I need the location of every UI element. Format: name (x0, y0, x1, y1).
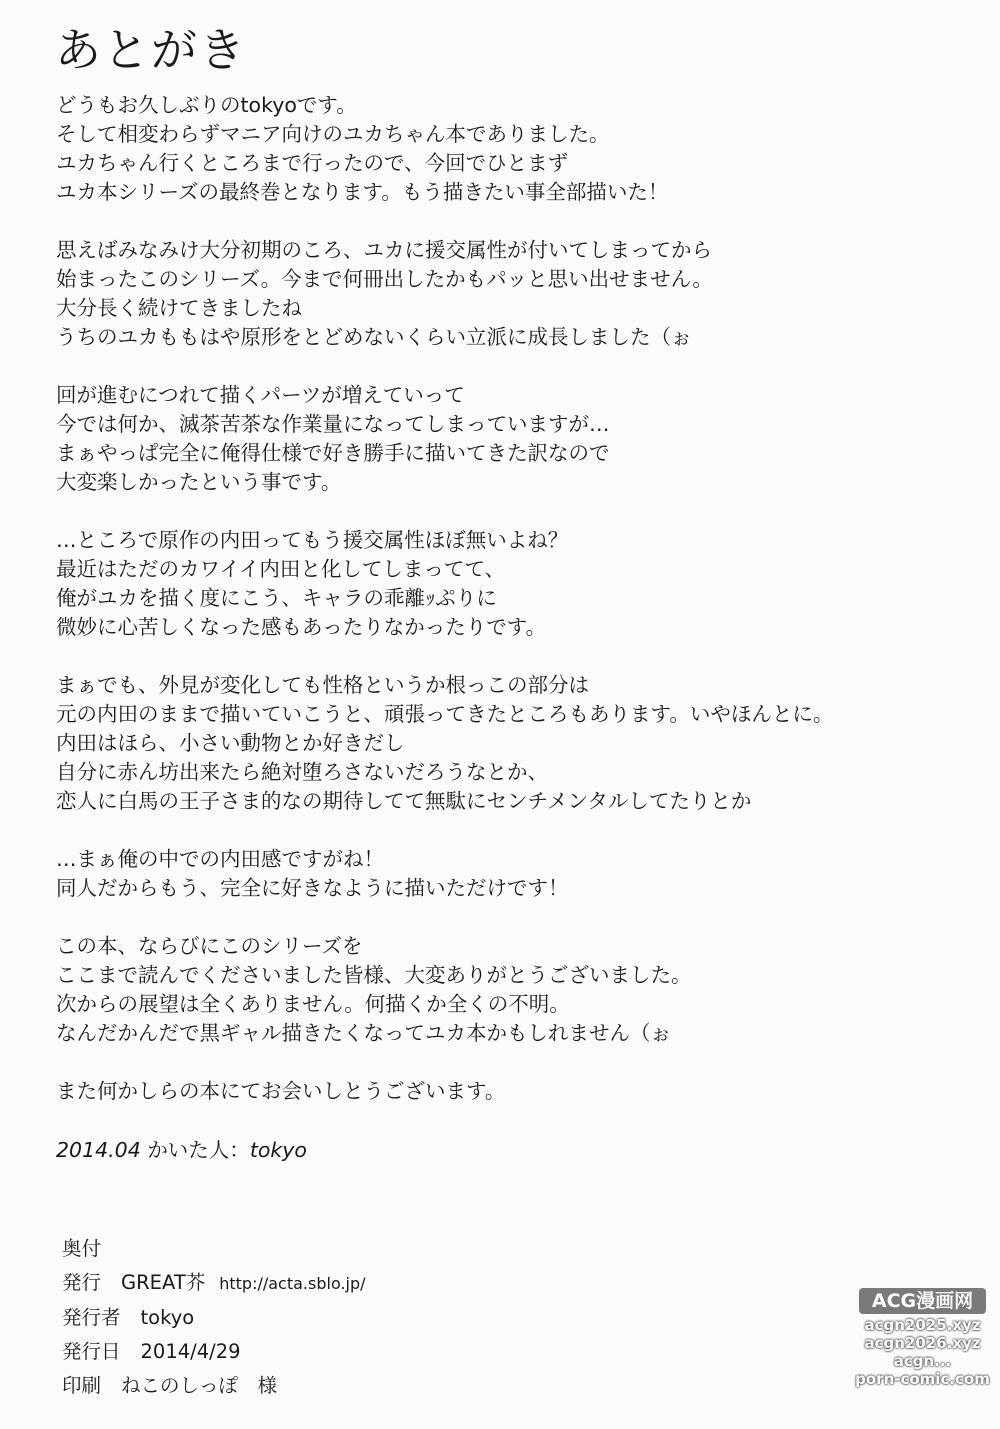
paragraph-2 (56, 236, 956, 352)
text-line: 大変楽しかったという事です。 (56, 470, 342, 494)
issue-date: 2014/4/29 (140, 1340, 241, 1363)
text-line: 次からの展望は全くありません。何描くか全くの不明。 (56, 992, 570, 1016)
text-line: …ところで原作の内田ってもう援交属性ほぼ無いよね？ (56, 528, 569, 552)
watermark-line: acgn2025.xyz (864, 1316, 981, 1334)
publisher-label: 発行 (62, 1271, 102, 1294)
text-line: ユカ本シリーズの最終巻となります。もう描きたい事全部描いた！ (56, 180, 669, 204)
watermark-line: acgn2026.xyz (864, 1334, 981, 1352)
text-line: この本、ならびにこのシリーズを (56, 934, 363, 958)
text-line: 始まったこのシリーズ。今まで何冊出したかもパッと思い出せません。 (56, 267, 713, 291)
text-line: 俺がユカを描く度にこう、キャラの乖離ｯぷりに (56, 586, 497, 610)
text-line: 元の内田のままで描いていこうと、頑張ってきたところもあります。いやほんとに。 (56, 702, 834, 726)
text-line: そして相変わらずマニア向けのユカちゃん本でありました。 (56, 122, 610, 146)
paragraph-4 (56, 526, 956, 642)
publisher-name: GREAT芥 (121, 1271, 206, 1294)
issuer-name: tokyo (140, 1306, 195, 1329)
watermark-line: acgn... (893, 1352, 952, 1370)
text-line: また何かしらの本にてお会いしとうございます。 (56, 1079, 506, 1103)
paragraph-3 (56, 381, 956, 497)
colophon-date-row (62, 1335, 366, 1369)
watermark-line: porn-comic.com (855, 1370, 990, 1388)
page-title: あとがき (55, 23, 247, 77)
signature (56, 1136, 307, 1165)
colophon-issuer-row (62, 1301, 366, 1335)
signature-label: かいた人： (147, 1138, 250, 1162)
printer-name: ねこのしっぽ 様 (121, 1374, 278, 1397)
paragraph-6 (56, 845, 956, 903)
colophon-heading: 奥付 (62, 1237, 102, 1260)
colophon-publisher-row (62, 1266, 366, 1301)
paragraph-7 (56, 932, 956, 1048)
text-line: 自分に赤ん坊出来たら絶対堕ろさないだろうなとか、 (56, 760, 548, 784)
issuer-label: 発行者 (62, 1306, 121, 1329)
printer-label: 印刷 (62, 1374, 102, 1397)
text-line: 今では何か、滅茶苦茶な作業量になってしまっていますが… (56, 412, 610, 436)
text-line: 微妙に心苦しくなった感もあったりなかったりです。 (56, 615, 547, 639)
text-line: 恋人に白馬の王子さま的なの期待してて無駄にセンチメンタルしてたりとか (56, 789, 752, 813)
text-line: まぁやっぱ完全に俺得仕様で好き勝手に描いてきた訳なので (56, 441, 610, 465)
text-line: 大分長く続けてきましたね (56, 296, 302, 320)
colophon-printer-row (62, 1369, 366, 1403)
signature-author: tokyo (249, 1138, 307, 1162)
text-line: うちのユカももはや原形をとどめないくらい立派に成長しました（ぉ (56, 325, 692, 349)
watermark (855, 1288, 990, 1413)
text-line: ユカちゃん行くところまで行ったので、今回でひとまず (56, 151, 569, 175)
publisher-url: http://acta.sblo.jp/ (219, 1274, 366, 1293)
text-line: 内田はほら、小さい動物とか好きだし (56, 731, 405, 755)
signature-date: 2014.04 (56, 1138, 141, 1162)
watermark-title: ACG漫画网 (859, 1288, 986, 1314)
text-line: なんだかんだで黒ギャル描きたくなってユカ本かもしれません（ぉ (56, 1021, 671, 1045)
text-line: 同人だからもう、完全に好きなように描いただけです！ (56, 876, 569, 900)
afterword-body (56, 91, 956, 1135)
text-line: まぁでも、外見が変化しても性格というか根っこの部分は (56, 673, 589, 697)
paragraph-8 (56, 1077, 956, 1106)
paragraph-1 (56, 91, 956, 207)
text-line: 回が進むにつれて描くパーツが増えていって (56, 383, 465, 407)
date-label: 発行日 (62, 1340, 121, 1363)
text-line: どうもお久しぶりのtokyoです。 (56, 93, 357, 117)
colophon (62, 1232, 366, 1403)
paragraph-5 (56, 671, 956, 816)
text-line: ここまで読んでくださいました皆様、大変ありがとうございました。 (56, 963, 692, 987)
text-line: …まぁ俺の中での内田感ですがね！ (56, 847, 384, 871)
text-line: 思えばみなみけ大分初期のころ、ユカに援交属性が付いてしまってから (56, 238, 712, 262)
text-line: 最近はただのカワイイ内田と化してしまってて、 (56, 557, 505, 581)
